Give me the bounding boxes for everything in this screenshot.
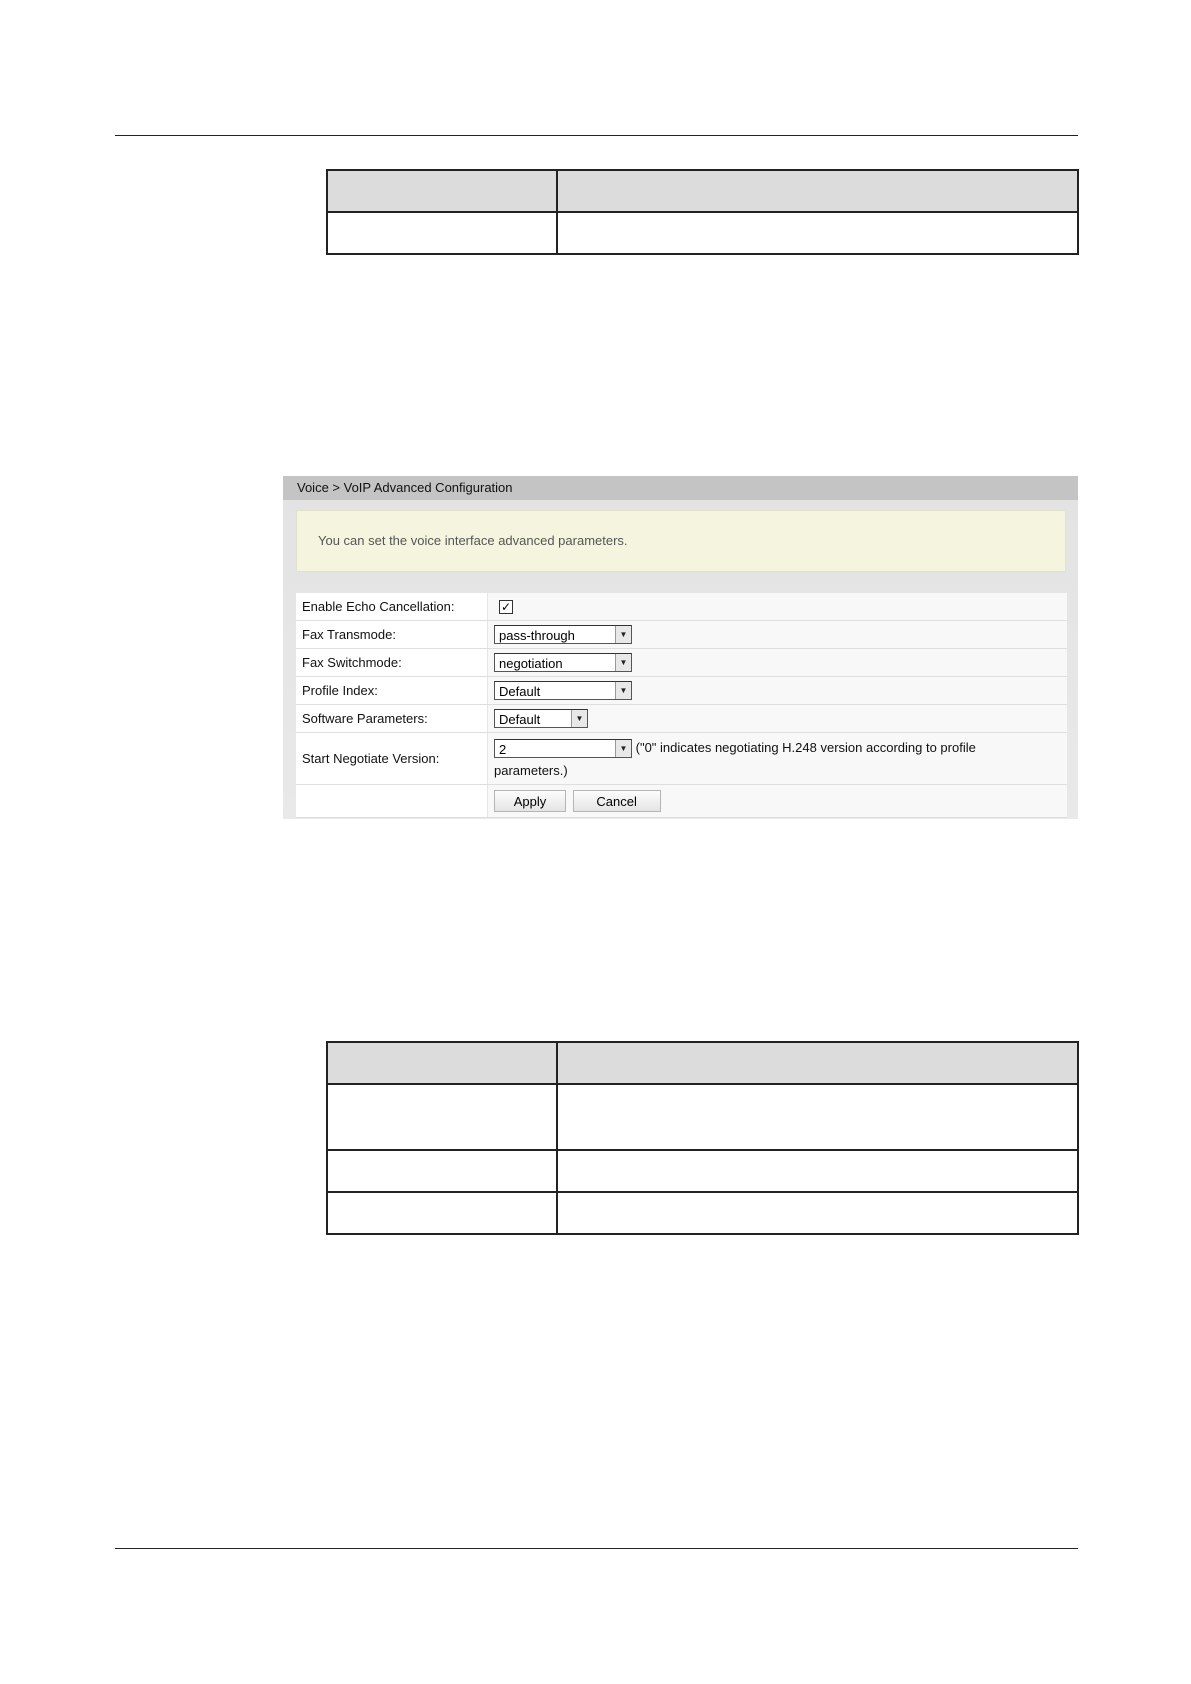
cancel-button[interactable]: Cancel — [573, 790, 661, 812]
fax-switchmode-cell — [488, 649, 1068, 677]
table-header-cell — [557, 170, 1078, 212]
profile-index-select[interactable] — [494, 681, 632, 700]
header-rule — [115, 135, 1078, 136]
form-row-profile-index — [296, 677, 1067, 705]
software-parameters-cell — [488, 705, 1068, 733]
table-header-row — [327, 1042, 1078, 1084]
chevron-down-icon[interactable]: ▼ — [615, 626, 631, 643]
table-cell — [557, 1192, 1078, 1234]
info-text: You can set the voice interface advanced parameters. — [318, 533, 628, 548]
form-row-software-parameters — [296, 705, 1067, 733]
fax-transmode-select[interactable] — [494, 625, 632, 644]
chevron-down-icon[interactable]: ▼ — [615, 740, 631, 757]
fax-transmode-label: Fax Transmode: — [296, 621, 488, 649]
table-cell — [327, 1192, 557, 1234]
profile-index-value: Default — [499, 684, 541, 699]
software-parameters-select[interactable] — [494, 709, 588, 728]
footer-rule — [115, 1548, 1078, 1549]
start-negotiate-version-select[interactable] — [494, 739, 632, 758]
table-header-cell — [327, 170, 557, 212]
doc-table-1 — [326, 169, 1079, 255]
fax-transmode-cell — [488, 621, 1068, 649]
start-negotiate-version-value: 2 — [499, 741, 507, 757]
table-row — [327, 212, 1078, 254]
start-negotiate-version-cell — [488, 733, 1068, 785]
table-cell — [557, 1084, 1078, 1150]
table-row — [327, 1150, 1078, 1192]
table-cell — [327, 212, 557, 254]
voip-advanced-config-screenshot — [283, 476, 1078, 819]
start-negotiate-version-line — [494, 736, 1067, 760]
form-row-echo-cancellation — [296, 593, 1067, 621]
check-icon: ✓ — [500, 600, 512, 615]
software-parameters-label: Software Parameters: — [296, 705, 488, 733]
chevron-down-icon[interactable]: ▼ — [615, 682, 631, 699]
table-row — [327, 1192, 1078, 1234]
form-row-start-negotiate-version — [296, 733, 1067, 785]
echo-cancellation-cell — [488, 593, 1068, 621]
table-cell — [557, 212, 1078, 254]
actions-label-cell — [296, 785, 488, 818]
start-negotiate-version-note-cont: parameters.) — [494, 762, 568, 778]
form-row-actions — [296, 785, 1067, 818]
profile-index-label: Profile Index: — [296, 677, 488, 705]
table-cell — [327, 1150, 557, 1192]
echo-cancellation-label: Enable Echo Cancellation: — [296, 593, 488, 621]
start-negotiate-version-note: ("0" indicates negotiating H.248 version according to profile — [635, 739, 976, 755]
breadcrumb-bar — [283, 476, 1078, 500]
fax-transmode-value: pass-through — [499, 628, 575, 643]
actions-cell — [488, 785, 1068, 818]
doc-table-2 — [326, 1041, 1079, 1235]
profile-index-cell — [488, 677, 1068, 705]
apply-button[interactable]: Apply — [494, 790, 566, 812]
fax-switchmode-value: negotiation — [499, 656, 563, 671]
table-cell — [557, 1150, 1078, 1192]
panel-body — [283, 500, 1078, 819]
chevron-down-icon[interactable]: ▼ — [571, 710, 587, 727]
table-header-cell — [327, 1042, 557, 1084]
table-cell — [327, 1084, 557, 1150]
form-row-fax-transmode — [296, 621, 1067, 649]
config-form — [296, 593, 1067, 818]
info-box — [296, 510, 1066, 572]
table-header-row — [327, 170, 1078, 212]
breadcrumb: Voice > VoIP Advanced Configuration — [297, 480, 513, 495]
software-parameters-value: Default — [499, 712, 541, 727]
chevron-down-icon[interactable]: ▼ — [615, 654, 631, 671]
form-row-fax-switchmode — [296, 649, 1067, 677]
fax-switchmode-select[interactable] — [494, 653, 632, 672]
table-header-cell — [557, 1042, 1078, 1084]
fax-switchmode-label: Fax Switchmode: — [296, 649, 488, 677]
echo-cancellation-checkbox[interactable] — [499, 600, 513, 614]
start-negotiate-version-label: Start Negotiate Version: — [296, 733, 488, 785]
table-row — [327, 1084, 1078, 1150]
